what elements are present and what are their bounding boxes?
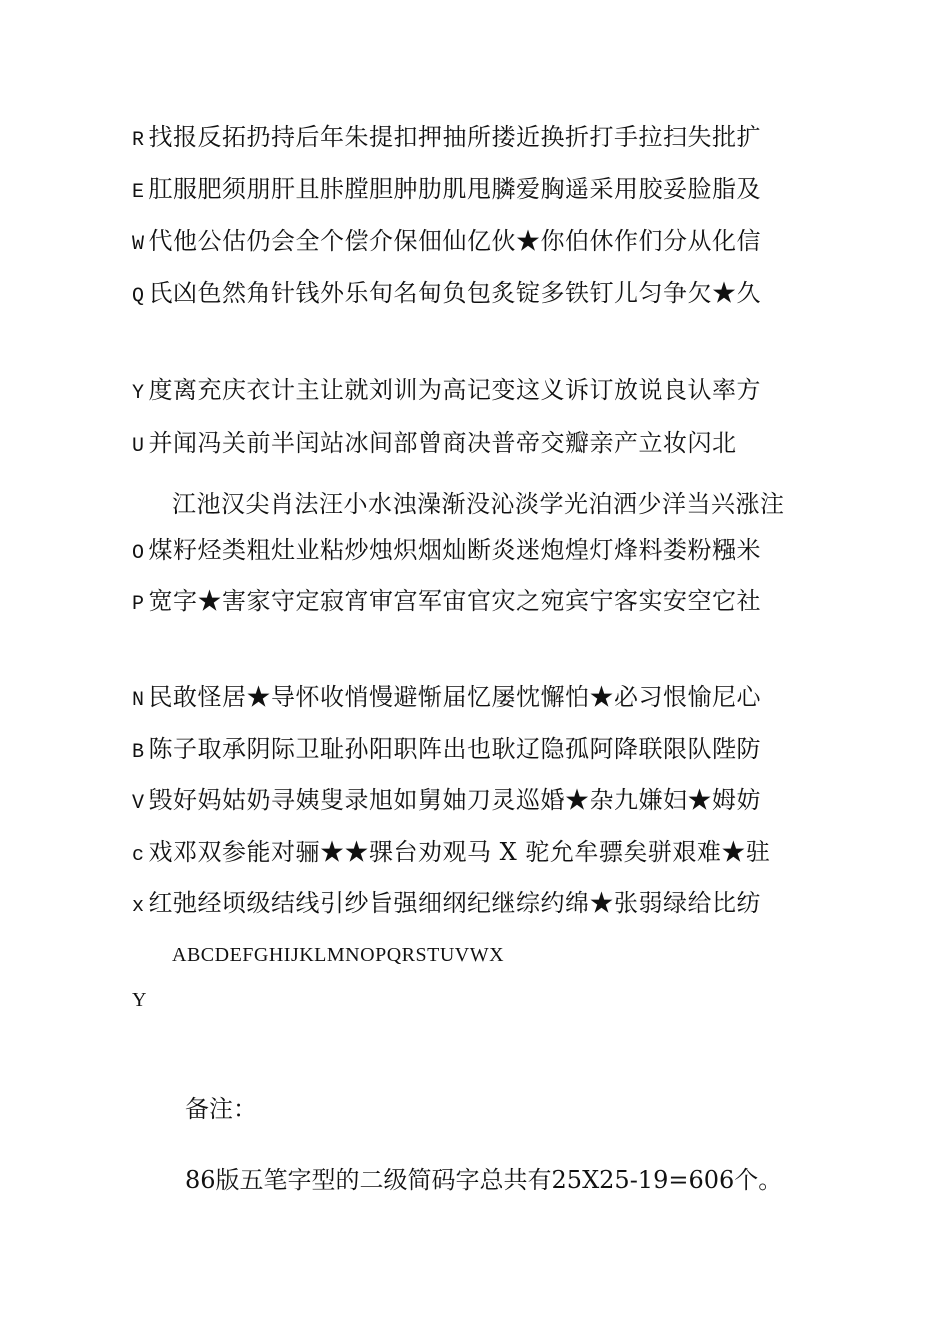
row-text: 煤籽烃类粗灶业粘炒烛炽烟灿断炎迷炮煌灯烽料娄粉糨米 — [148, 536, 762, 564]
row-text: 宽字★害家守定寂宵审宫军宙官灾之宛宾宁客实安空它社 — [148, 587, 762, 615]
row-c — [132, 837, 770, 871]
alphabet-tail — [132, 985, 147, 1015]
row-key: O — [132, 542, 145, 565]
row-text: 氏凶色然角针钱外乐旬名甸负包炙锭多铁钉儿匀争欠★久 — [148, 279, 762, 307]
row-text: 戏邓双参能对骊★★骒台劝观马 X 驼允牟骠矣骈艰难★驻 — [148, 838, 771, 866]
row-key: W — [132, 233, 145, 256]
row-text: 找报反拓扔持后年朱提扣押抽所搂近换折打手拉扫失批扩 — [148, 123, 762, 151]
notes-body-text: 86版五笔字型的二级简码字总共有25X25-19=606个。 — [185, 1166, 783, 1194]
row-key: V — [132, 792, 145, 815]
row-text: 民敢怪居★导怀收悄慢避惭届忆屡忱懈怕★必习恨愉尼心 — [148, 683, 762, 711]
row-p — [132, 586, 761, 620]
alphabet-line — [172, 940, 504, 970]
row-text: 度离充庆衣计主让就刘训为高记变这义诉订放说良认率方 — [148, 376, 762, 404]
row-text: 代他公估仍会全个偿介保佃仙亿伙★你伯休作们分从化信 — [148, 227, 762, 255]
row-key: E — [132, 181, 145, 204]
row-unlabeled — [172, 489, 785, 519]
row-o — [132, 535, 761, 569]
row-b — [132, 734, 761, 768]
row-e — [132, 174, 761, 208]
row-key: P — [132, 593, 145, 616]
row-key: Y — [132, 382, 145, 405]
row-v — [132, 785, 761, 819]
alphabet-text: ABCDEFGHIJKLMNOPQRSTUVWX — [172, 944, 505, 966]
row-q — [132, 278, 761, 312]
notes-label — [185, 1094, 257, 1124]
row-r — [132, 122, 761, 156]
row-key: Q — [132, 285, 145, 308]
notes-label-text: 备注： — [185, 1095, 257, 1123]
row-key: x — [132, 895, 145, 918]
row-key: R — [132, 129, 145, 152]
notes-text — [185, 1165, 782, 1195]
row-w — [132, 226, 761, 260]
row-text: 红弛经顷级结线引纱旨强细纲纪继综约绵★张弱绿给比纺 — [148, 889, 762, 917]
row-key: U — [132, 435, 145, 458]
row-key: c — [132, 844, 145, 867]
row-y — [132, 375, 761, 409]
row-key: N — [132, 689, 145, 712]
alphabet-tail-text: Y — [132, 989, 147, 1011]
row-text: 陈子取承阴际卫耻孙阳职阵出也耿辽隐孤阿降联限队陛防 — [148, 735, 762, 763]
row-key: B — [132, 741, 145, 764]
row-text: 江池汉尖肖法汪小水浊澡渐没沁淡学光泊洒少洋当兴涨注 — [172, 490, 785, 518]
row-text: 肛服肥须朋肝且胩膛胆肿肋肌甩膦爱胸遥采用胶妥脸脂及 — [148, 175, 762, 203]
row-text: 并闻冯关前半闰站冰间部曾商决普帝交瓣亲产立妆闪北 — [148, 429, 737, 457]
row-text: 毁好妈姑奶寻姨叟录旭如舅妯刀灵巡婚★杂九嫌妇★姆妨 — [148, 786, 762, 814]
row-x — [132, 888, 761, 922]
row-n — [132, 682, 761, 716]
row-u — [132, 428, 737, 462]
